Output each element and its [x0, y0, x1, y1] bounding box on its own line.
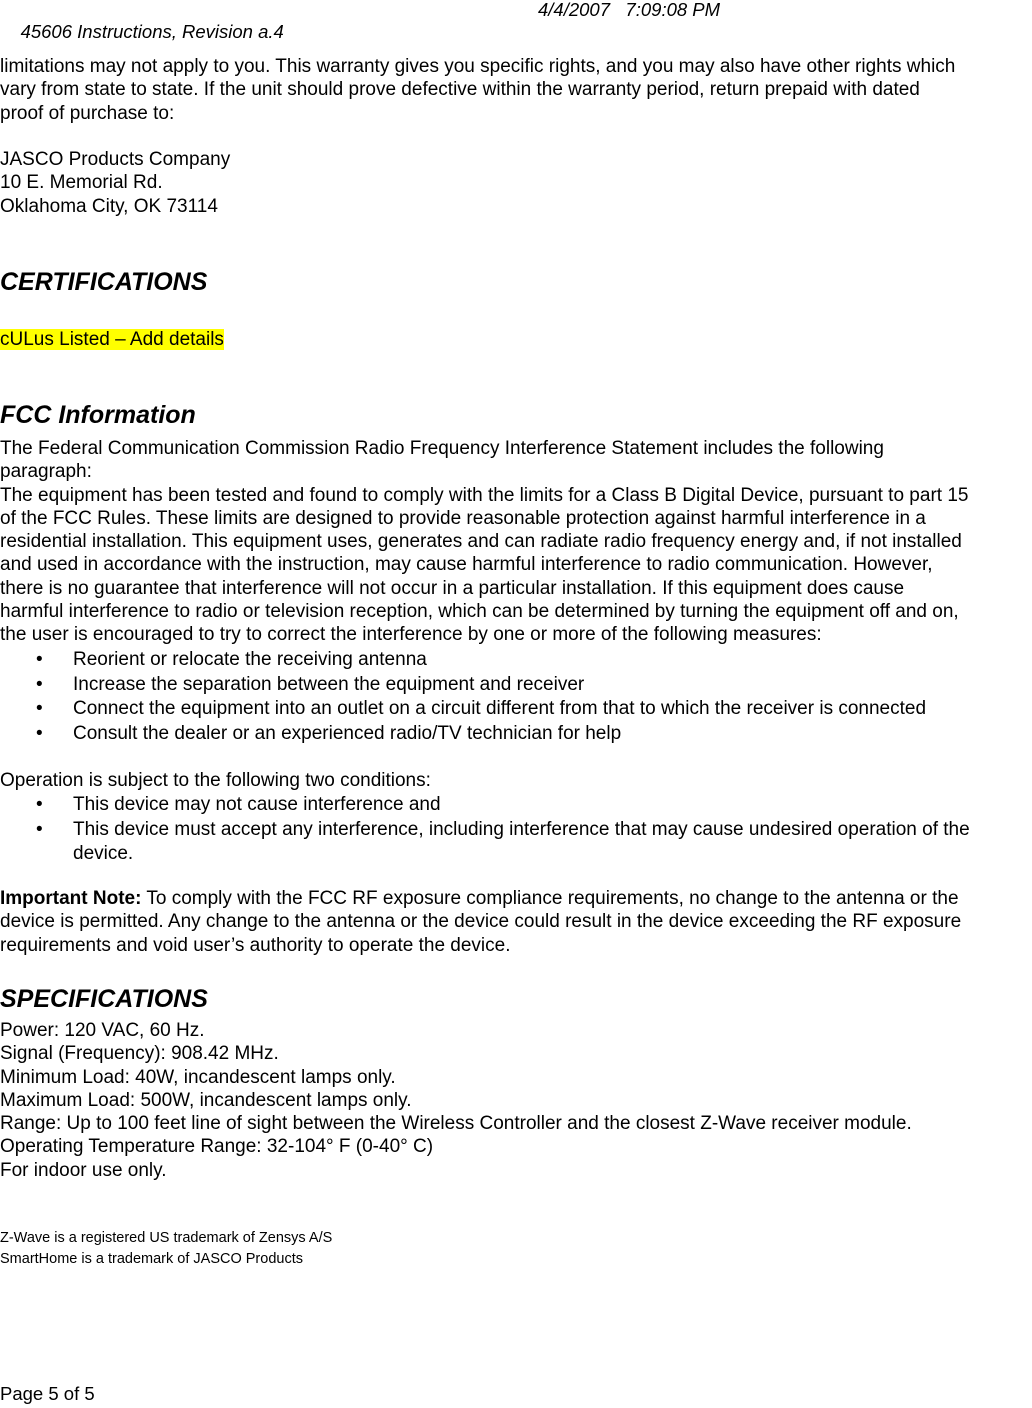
fcc-line: of the FCC Rules. These limits are designed to provide reasonable protection against harmful interference in a: [0, 507, 926, 529]
fcc-line: there is no guarantee that interference will not occur in a particular installation. If this equipment does cause: [0, 577, 905, 599]
header-title: 45606 Instructions, Revision a.4: [20, 21, 284, 42]
note-line: device is permitted. Any change to the antenna or the device could result in the device exceeding the RF exposure: [0, 911, 962, 933]
fcc-measures: [0, 648, 1032, 746]
condition-text: device.: [73, 843, 134, 864]
measure-text: Consult the dealer or an experienced radio/TV technician for help: [73, 722, 622, 744]
measure-text: Reorient or relocate the receiving antenna: [73, 649, 427, 670]
certifications-note: cULus Listed – Add details: [0, 329, 224, 350]
measures-list: [0, 648, 1032, 746]
address-line: JASCO Products Company: [0, 149, 231, 170]
intro-line: vary from state to state. If the unit should prove defective within the warranty period, return prepaid with dated: [0, 79, 920, 101]
spec-line: For indoor use only.: [0, 1159, 167, 1181]
certifications-section: [0, 267, 1032, 297]
specifications-section: [0, 984, 1032, 1014]
address-line: Oklahoma City, OK 73114: [0, 195, 218, 217]
fcc-conditions: [0, 793, 1032, 867]
condition-text: This device must accept any interference, including interference that may cause undesired operation of the: [73, 818, 970, 840]
certifications-heading: CERTIFICATIONS: [0, 268, 208, 296]
measure-text: Connect the equipment into an outlet on a circuit different from that to which the receiver is connected: [73, 698, 927, 719]
important-note: [0, 887, 1032, 957]
bullet-icon: •: [36, 698, 43, 719]
measure-text: Increase the separation between the equipment and receiver: [73, 673, 585, 695]
fcc-section: [0, 400, 1032, 430]
specifications-list: [0, 1019, 1032, 1182]
trademarks: [0, 1228, 1032, 1270]
note-line: requirements and void user’s authority to operate the device.: [0, 934, 511, 956]
bullet-icon: •: [36, 794, 43, 815]
spec-line: Range: Up to 100 feet line of sight between the Wireless Controller and the closest Z-Wave receiver module.: [0, 1113, 912, 1135]
intro-line: limitations may not apply to you. This warranty gives you specific rights, and you may also have other rights which: [0, 56, 956, 77]
fcc-line: harmful interference to radio or television reception, which can be determined by turning the equipment off and on,: [0, 601, 959, 623]
note-line: [0, 887, 1032, 910]
fcc-statement: [0, 437, 1032, 647]
fcc-line: paragraph:: [0, 461, 92, 483]
spec-line: Power: 120 VAC, 60 Hz.: [0, 1020, 205, 1041]
list-item: [0, 793, 1032, 818]
page-number: Page 5 of 5: [0, 1383, 95, 1404]
list-item: [0, 673, 1032, 698]
trademark-line: SmartHome is a trademark of JASCO Products: [0, 1251, 303, 1267]
list-item: [0, 722, 1032, 747]
specifications-heading: SPECIFICATIONS: [0, 985, 208, 1013]
bullet-icon: •: [36, 649, 43, 670]
fcc-heading: FCC Information: [0, 401, 196, 429]
address-line: 10 E. Memorial Rd.: [0, 172, 163, 194]
bullet-icon: •: [36, 722, 43, 744]
spec-line: Signal (Frequency): 908.42 MHz.: [0, 1043, 279, 1065]
conditions-list: [0, 793, 1032, 867]
spec-line: Minimum Load: 40W, incandescent lamps only.: [0, 1066, 396, 1088]
warranty-intro: [0, 55, 1032, 125]
list-item: [0, 648, 1032, 673]
company-address: [0, 148, 1032, 218]
trademark-line: Z-Wave is a registered US trademark of Zensys A/S: [0, 1230, 333, 1246]
fcc-line: The equipment has been tested and found to comply with the limits for a Class B Digital Device, pursuant to part 15: [0, 484, 969, 506]
spec-line: Maximum Load: 500W, incandescent lamps only.: [0, 1089, 412, 1111]
conditions-intro: Operation is subject to the following two conditions:: [0, 770, 431, 791]
fcc-line: the user is encouraged to try to correct the interference by one or more of the following measures:: [0, 624, 822, 646]
spec-line: Operating Temperature Range: 32-104° F (0-40° C): [0, 1136, 434, 1158]
header-date: 4/4/2007 7:09:08 PM: [538, 0, 721, 20]
fcc-line: The Federal Communication Commission Radio Frequency Interference Statement includes the following: [0, 438, 884, 459]
note-text: To comply with the FCC RF exposure compliance requirements, no change to the antenna or the: [141, 888, 959, 909]
bullet-icon: •: [36, 673, 43, 695]
list-item: [0, 697, 1032, 722]
note-label: Important Note:: [0, 888, 142, 909]
condition-text: This device may not cause interference and: [73, 794, 441, 815]
certifications-note-block: [0, 328, 1032, 351]
page-footer: [0, 1383, 95, 1405]
list-item-continuation: [0, 842, 1032, 867]
intro-line: proof of purchase to:: [0, 102, 175, 124]
fcc-line: residential installation. This equipment uses, generates and can radiate radio frequency energy and, if not installed: [0, 531, 962, 553]
fcc-line: and used in accordance with the instruction, may cause harmful interference to radio communication. However,: [0, 554, 933, 576]
bullet-icon: •: [36, 818, 43, 840]
conditions-intro-block: [0, 769, 1032, 792]
list-item: [0, 818, 1032, 843]
